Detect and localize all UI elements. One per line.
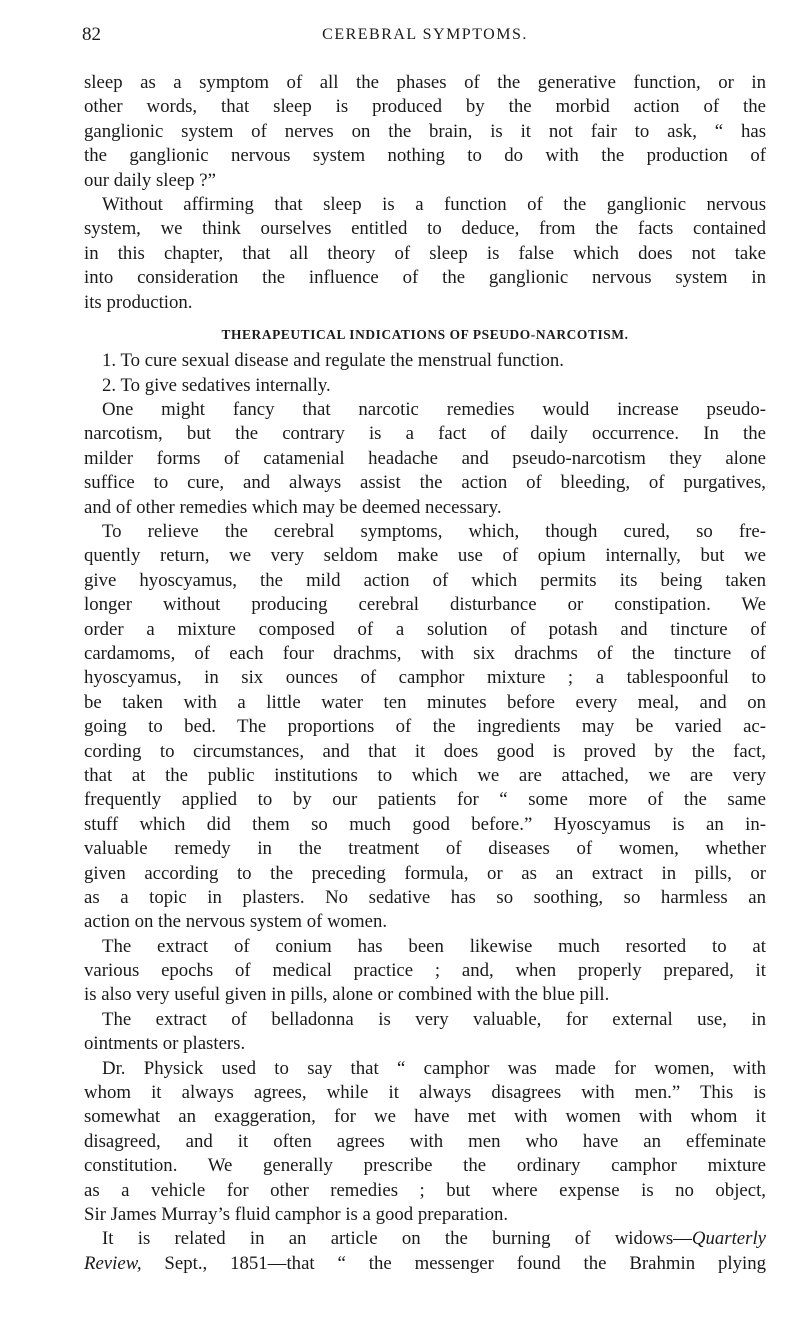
text-line: Sir James Murray’s fluid camphor is a good preparation.	[84, 1203, 509, 1225]
text-line: To relieve the cerebral symptoms, which, though cured, so fre-	[102, 521, 766, 543]
paragraph-8	[84, 1227, 766, 1276]
text-line: action on the nervous system of women.	[84, 911, 388, 933]
text-line: our daily sleep ?”	[84, 169, 216, 191]
paragraph-5	[84, 935, 766, 1008]
page-header	[82, 24, 768, 56]
text-line: The extract of belladonna is very valuable, for external use, in	[102, 1008, 766, 1030]
list-item: 2. To give sedatives internally.	[102, 374, 331, 396]
text-line: the ganglionic nervous system nothing to do with the production of	[84, 145, 766, 167]
italic-title: Quarterly	[691, 1228, 766, 1250]
text-line: system, we think ourselves entitled to deduce, from the facts contained	[84, 218, 766, 240]
paragraph-1	[84, 71, 766, 193]
text-run: Sept., 1851—that “ the messenger found the Brahmin plying	[141, 1252, 766, 1274]
text-line: going to bed. The proportions of the ingredients may be varied ac-	[84, 716, 766, 738]
text-line: sleep as a symptom of all the phases of the generative function, or in	[84, 72, 766, 93]
text-line: is also very useful given in pills, alone or combined with the blue pill.	[84, 984, 610, 1006]
text-line: quently return, we very seldom make use of opium internally, but we	[84, 545, 766, 567]
text-line: longer without producing cerebral disturbance or constipation. We	[84, 594, 766, 616]
text-line: valuable remedy in the treatment of diseases of women, whether	[84, 838, 766, 860]
text-line: various epochs of medical practice ; and, when properly prepared, it	[84, 960, 766, 982]
text-line: into consideration the influence of the ganglionic nervous system in	[84, 267, 766, 289]
text-line: its production.	[84, 291, 193, 313]
list-item: 1. To cure sexual disease and regulate the menstrual function.	[102, 350, 564, 372]
paragraph-4	[84, 520, 766, 935]
section-heading: THERAPEUTICAL INDICATIONS OF PSEUDO-NARCOTISM.	[221, 326, 629, 342]
paragraph-6	[84, 1008, 766, 1057]
text-line: order a mixture composed of a solution of potash and tincture of	[84, 618, 766, 640]
text-line: whom it always agrees, while it always disagrees with men.” This is	[84, 1082, 766, 1104]
text-line: Without affirming that sleep is a function of the ganglionic nervous	[102, 193, 766, 215]
text-line: given according to the preceding formula, or as an extract in pills, or	[84, 862, 766, 884]
text-line: hyoscyamus, in six ounces of camphor mixture ; a tablespoonful to	[84, 667, 766, 689]
text-line	[84, 1252, 766, 1276]
running-head: CEREBRAL SYMPTOMS.	[322, 26, 528, 43]
body-text	[84, 71, 766, 1276]
text-line: The extract of conium has been likewise much resorted to at	[102, 935, 766, 957]
text-line: other words, that sleep is produced by the morbid action of the	[84, 96, 766, 118]
text-line: and of other remedies which may be deemed necessary.	[84, 496, 502, 518]
paragraph-7	[84, 1057, 766, 1228]
paragraph-2	[84, 193, 766, 315]
text-line: constitution. We generally prescribe the ordinary camphor mixture	[84, 1155, 766, 1177]
text-line: in this chapter, that all theory of sleep is false which does not take	[84, 242, 766, 264]
text-line: as a topic in plasters. No sedative has so soothing, so harmless an	[84, 886, 766, 908]
text-line: Dr. Physick used to say that “ camphor was made for women, with	[102, 1057, 766, 1079]
text-line: somewhat an exaggeration, for we have met with women with whom it	[84, 1106, 766, 1128]
text-line: give hyoscyamus, the mild action of which permits its being taken	[84, 569, 766, 591]
text-line: disagreed, and it often agrees with men who have an effeminate	[84, 1130, 766, 1152]
text-run: It is related in an article on the burning of widows—	[102, 1228, 692, 1250]
text-line: suffice to cure, and always assist the action of bleeding, of purgatives,	[84, 472, 766, 494]
text-line: frequently applied to by our patients for “ some more of the same	[84, 789, 766, 811]
text-line: milder forms of catamenial headache and pseudo-narcotism they alone	[84, 447, 766, 469]
text-line: ganglionic system of nerves on the brain, is it not fair to ask, “ has	[84, 120, 766, 142]
text-line: One might fancy that narcotic remedies would increase pseudo-	[102, 399, 766, 421]
paragraph-3	[84, 398, 766, 520]
page-number: 82	[82, 24, 101, 45]
italic-title: Review,	[84, 1252, 142, 1274]
text-line: ointments or plasters.	[84, 1033, 246, 1055]
text-line	[84, 1227, 766, 1251]
text-line: that at the public institutions to which we are attached, we are very	[84, 764, 766, 786]
text-line: cording to circumstances, and that it does good is proved by the fact,	[84, 740, 766, 762]
text-line: be taken with a little water ten minutes before every meal, and on	[84, 691, 766, 713]
text-line: narcotism, but the contrary is a fact of daily occurrence. In the	[84, 423, 766, 445]
text-line: as a vehicle for other remedies ; but where expense is no object,	[84, 1179, 766, 1201]
text-line: cardamoms, of each four drachms, with six drachms of the tincture of	[84, 642, 766, 664]
text-line: stuff which did them so much good before.” Hyoscyamus is an in-	[84, 813, 766, 835]
